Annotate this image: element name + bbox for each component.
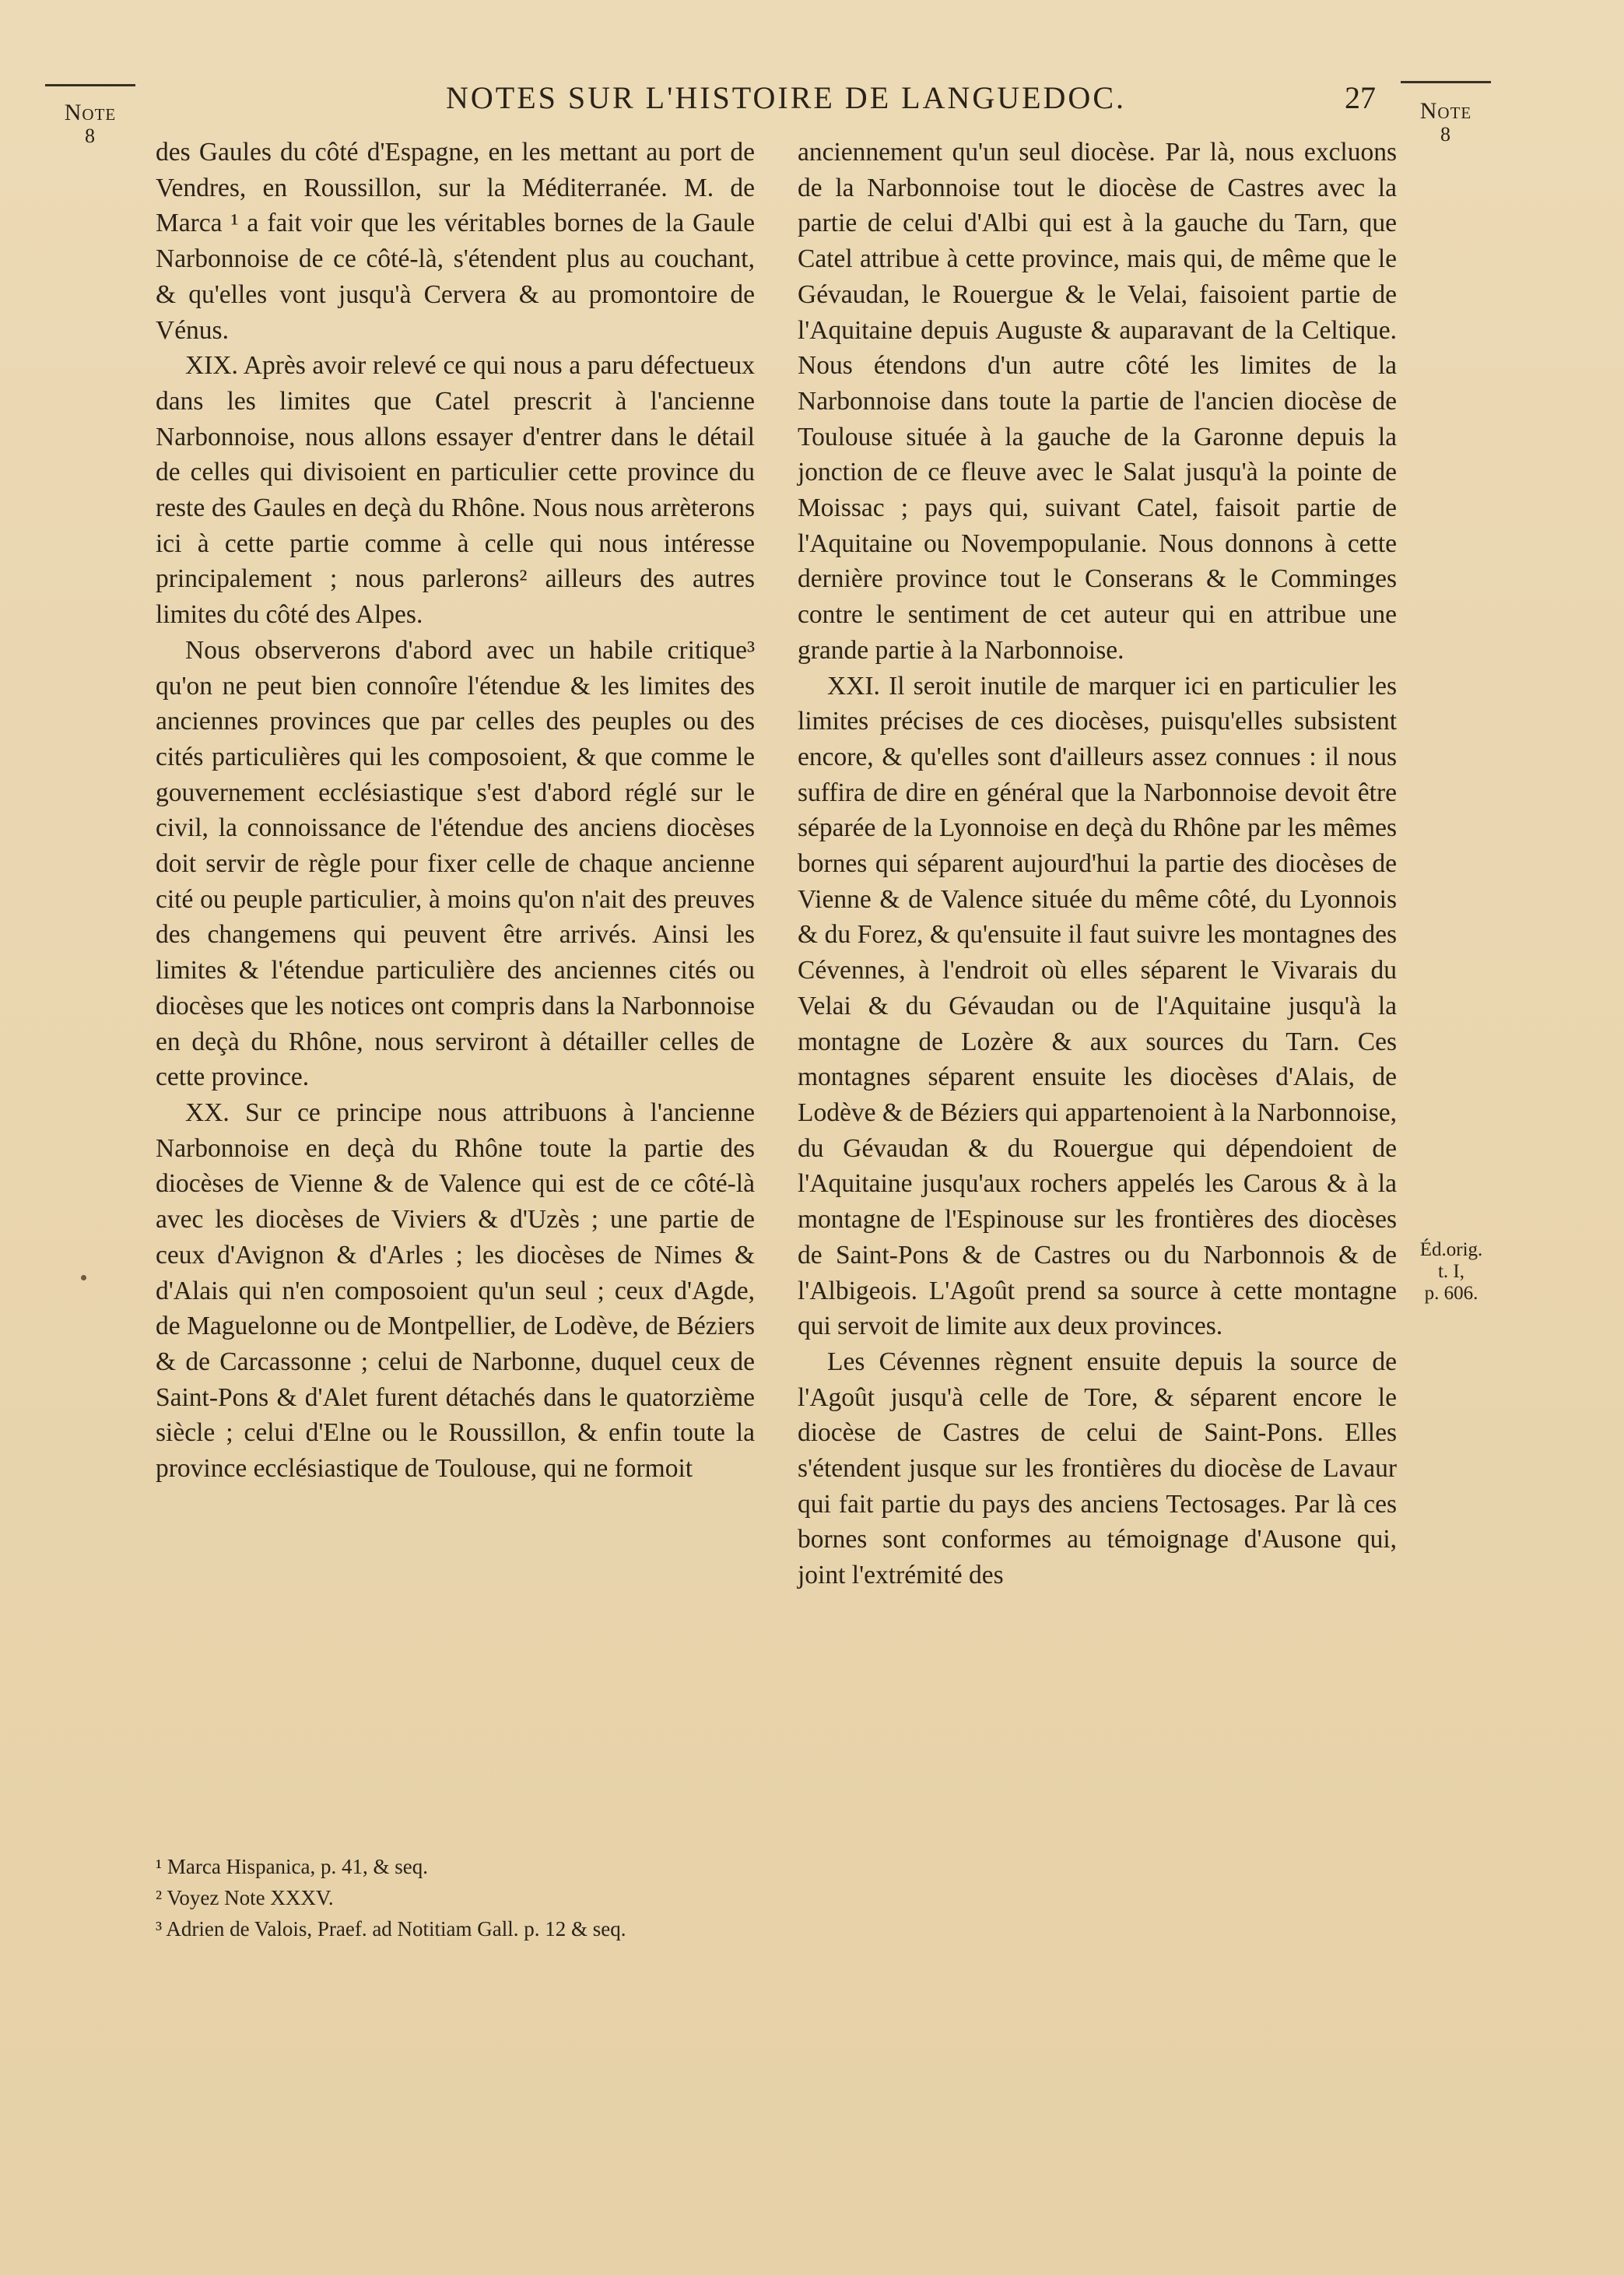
- left-margin-rule: [45, 84, 135, 86]
- right-note-label: Note: [1419, 98, 1472, 124]
- paragraph: anciennement qu'un seul diocèse. Par là, nous excluons de la Narbonnoise tout le diocèse de Castres avec la partie de celui d'Albi qui est à la gauche du Tarn, que Catel attribue à cette province, mais qui, de même que le Gévaudan, le Rouergue & le Velai, faisoient partie de l'Aquitaine depuis Auguste & auparavant de la Celtique. Nous étendons d'un autre côté les limites de la Narbonnoise dans toute la partie de l'ancien diocèse de Toulouse située à la gauche de la Garonne depuis la jonction de ce fleuve avec le Salat jusqu'à la pointe de Moissac ; pays qui, suivant Catel, faisoit partie de l'Aquitaine ou Novempopulanie. Nous donnons à cette dernière province tout le Conserans & le Comminges contre le sentiment de cet auteur qui en attribue une grande partie à la Narbonnoise.: [798, 138, 1397, 665]
- paragraph: XX. Sur ce principe nous attribuons à l'ancienne Narbonnoise en deçà du Rhône toute la partie des diocèses de Vienne & de Valence qui est de ce côté-là avec les diocèses de Viviers & d'Uzès ; une partie de ceux d'Avignon & d'Arles ; les diocèses de Nimes & d'Alais qui n'en composoient qu'un seul ; ceux d'Agde, de Maguelonne ou de Montpellier, de Lodève, de Béziers & de Carcassonne ; celui de Narbonne, duquel ceux de Saint-Pons & d'Alet furent détachés dans le quatorzième siècle ; celui d'Elne ou le Roussillon, & enfin toute la province ecclésiastique de Toulouse, qui ne formoit: [156, 1098, 755, 1484]
- right-margin-note: [1401, 100, 1491, 146]
- edition-ref-line: t. I,: [1437, 1261, 1465, 1282]
- footnote-mark: ³: [156, 1917, 163, 1941]
- left-note-label: Note: [64, 100, 117, 125]
- original-edition-reference: [1408, 1239, 1494, 1305]
- footnote-mark: ²: [156, 1886, 163, 1909]
- footnote-mark: ¹: [156, 1855, 163, 1878]
- paragraph: XIX. Après avoir relevé ce qui nous a paru défectueux dans les limites que Catel prescrit à l'ancienne Narbonnoise, nous allons essayer d'entrer dans le détail de celles qui divisoient en particulier cette province du reste des Gaules en deçà du Rhône. Nous nous arrèterons ici à cette partie comme à celle qui nous intéresse principalement ; nous parlerons² ailleurs des autres limites du côté des Alpes.: [156, 351, 755, 630]
- footnote: [156, 1913, 755, 1944]
- page-number: 27: [1345, 80, 1376, 115]
- footnote: [156, 1882, 755, 1913]
- paragraph: Les Cévennes règnent ensuite depuis la source de l'Agoût jusqu'à celle de Tore, & séparent encore le diocèse de Castres de celui de Saint-Pons. Elles s'étendent jusque sur les frontières du diocèse de Lavaur qui fait partie du pays des anciens Tectosages. Par là ces bornes sont conformes au témoignage d'Ausone qui, joint l'extrémité des: [798, 1347, 1397, 1590]
- footnote: [156, 1851, 755, 1882]
- right-note-number: 8: [1440, 123, 1451, 146]
- paragraph: des Gaules du côté d'Espagne, en les mettant au port de Vendres, en Roussillon, sur la Méditerranée. M. de Marca ¹ a fait voir que les véritables bornes de la Gaule Narbonnoise de ce côté-là, s'étendent plus au couchant, & qu'elles vont jusqu'à Cervera & au promontoire de Vénus.: [156, 138, 755, 345]
- right-margin-rule: [1401, 81, 1491, 83]
- paragraph: XXI. Il seroit inutile de marquer ici en particulier les limites précises de ces diocèses, puisqu'elles subsistent encore, & qu'elles sont d'ailleurs assez connues : il nous suffira de dire en général que la Narbonnoise devoit être séparée de la Lyonnoise en deçà du Rhône par les mêmes bornes qui séparent aujourd'hui la partie des diocèses de Vienne & de Valence située du même côté, du Lyonnois & du Forez, & qu'ensuite il faut suivre les montagnes des Cévennes, à l'endroit où elles séparent le Vivarais du Velai & du Gévaudan ou de l'Aquitaine jusqu'à la montagne de Lozère & aux sources du Tarn. Ces montagnes séparent ensuite les diocèses d'Alais, de Lodève & de Béziers qui appartenoient à la Narbonnoise, du Gévaudan & du Rouergue qui dépendoient de l'Aquitaine jusqu'aux rochers appelés les Carous & à la montagne de l'Espinouse sur les frontières des diocèses de Saint-Pons & de Castres ou du Narbonnois & de l'Albigeois. L'Agoût prend sa source à cette montagne qui servoit de limite aux deux provinces.: [798, 671, 1397, 1341]
- edition-ref-line: Éd.orig.: [1419, 1239, 1483, 1260]
- footnotes: [156, 1851, 755, 1944]
- running-head-title: NOTES SUR L'HISTOIRE DE LANGUEDOC.: [445, 80, 1126, 115]
- paragraph: Nous observerons d'abord avec un habile critique³ qu'on ne peut bien connoîre l'étendue & les limites des anciennes provinces que par celles des peuples ou des cités particulières qui les composoient, & que comme le gouvernement ecclésiastique s'est d'abord réglé sur le civil, la connoissance de l'étendue des anciens diocèses doit servir de règle pour fixer celle de chaque ancienne cité ou peuple particulier, à moins qu'on n'ait des preuves des changemens qui peuvent être arrivés. Ainsi les limites & l'étendue particulière des anciennes cités ou diocèses que les notices ont compris dans la Narbonnoise en deçà du Rhône, nous serviront à détailler celles de cette province.: [156, 635, 755, 1092]
- ink-speck: [81, 1275, 86, 1280]
- left-margin-note: [45, 101, 135, 148]
- right-column: [798, 135, 1397, 1593]
- footnote-text: Marca Hispanica, p. 41, & seq.: [167, 1855, 429, 1878]
- edition-ref-line: p. 606.: [1424, 1283, 1478, 1304]
- left-column: [156, 135, 755, 1487]
- footnote-text: Adrien de Valois, Praef. ad Notitiam Gall. p. 12 & seq.: [166, 1917, 626, 1941]
- footnote-text: Voyez Note XXXV.: [167, 1886, 334, 1909]
- left-note-number: 8: [85, 125, 96, 147]
